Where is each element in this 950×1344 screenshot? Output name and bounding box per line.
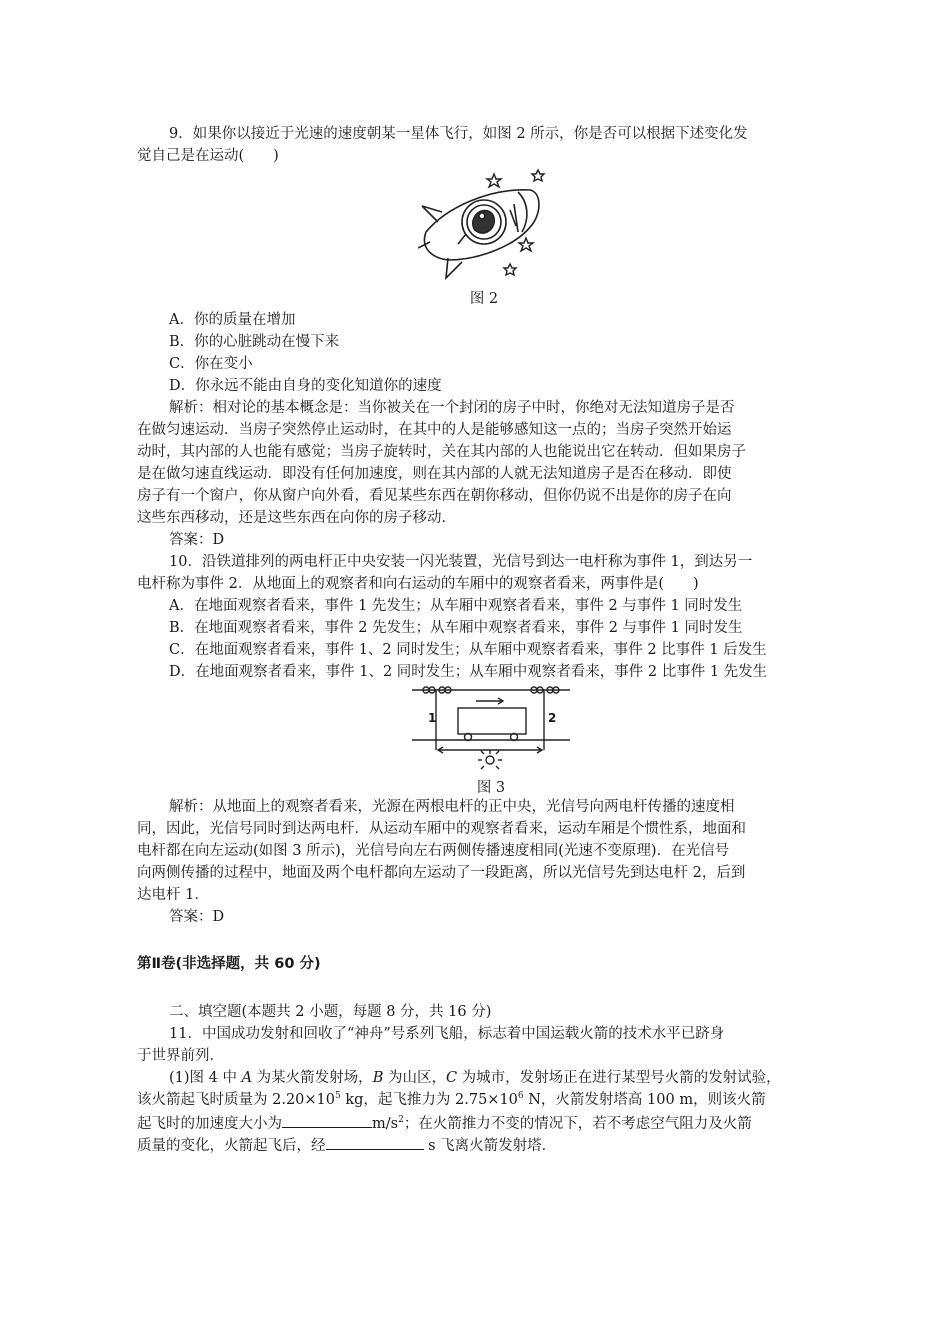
q9-answer: 答案：D <box>169 532 225 548</box>
q9-analysis-line-6: 这些东西移动，还是这些东西在向你的房子移动． <box>137 510 456 526</box>
q11-text: N，火箭发射塔高 100 m，则该火箭 <box>523 1092 766 1108</box>
exponent: 2 <box>398 1115 404 1126</box>
acceleration-answer-blank[interactable] <box>282 1111 372 1128</box>
var-a: A <box>241 1070 253 1086</box>
q11-text: 起飞时的加速度大小为 <box>137 1116 282 1132</box>
q10-stem-line-1: 10．沿铁道排列的两电杆正中央安装一闪光装置，光信号到达一电杆称为事件 1，到达另一 <box>169 554 753 570</box>
q9-option-d: D．你永远不能由自身的变化知道你的速度 <box>169 378 442 394</box>
q9-analysis-line-2: 在做匀速运动．当房子突然停止运动时，在其中的人是能够感知这一点的；当房子突然开始运 <box>137 422 732 438</box>
q11-part1-line-2 <box>137 1089 766 1111</box>
q10-option-b: B．在地面观察者看来，事件 2 先发生；从车厢中观察者看来，事件 2 与事件 1 同时发生 <box>169 620 743 636</box>
fig3-caption: 图 3 <box>476 780 506 796</box>
q11-text: kg，起飞推力为 2.75×10 <box>340 1092 518 1108</box>
q10-option-c: C．在地面观察者看来，事件 1、2 同时发生；从车厢中观察者看来，事件 2 比事件 1 后发生 <box>169 642 767 658</box>
unit: m/s <box>372 1116 399 1132</box>
fig2-caption: 图 2 <box>469 291 499 307</box>
q9-analysis-line-4: 是在做匀速直线运动．即没有任何加速度，则在其内部的人就无法知道房子是否在移动．即使 <box>137 466 732 482</box>
q11-text: 该火箭起飞时质量为 2.20×10 <box>137 1092 335 1108</box>
var-b: B <box>372 1070 384 1086</box>
exponent: 6 <box>517 1091 524 1102</box>
q11-stem-line-1: 11．中国成功发射和回收了“神舟”号系列飞船，标志着中国运载火箭的技术水平已跻身 <box>169 1026 725 1042</box>
section-2-heading: 二、填空题(本题共 2 小题，每题 8 分，共 16 分) <box>169 1004 492 1020</box>
section-2-title: 第Ⅱ卷(非选择题，共 60 分) <box>137 956 321 972</box>
var-c: C <box>445 1070 458 1086</box>
q9-option-a: A．你的质量在增加 <box>169 312 296 328</box>
q9-analysis-line-5: 房子有一个窗户，你从窗户向外看，看见某些东西在朝你移动，但你仍说不出是你的房子在向 <box>137 488 732 504</box>
exponent: 5 <box>335 1091 341 1102</box>
q9-analysis-line-1: 解析：相对论的基本概念是：当你被关在一个封闭的房子中时，你绝对无法知道房子是否 <box>169 400 735 416</box>
q9-stem-line-1: 9．如果你以接近于光速的速度朝某一星体飞行，如图 2 所示，你是否可以根据下述变化发 <box>169 126 748 142</box>
q11-text: ；在火箭推力不变的情况下，若不考虑空气阻力及火箭 <box>403 1116 752 1132</box>
q11-text: 为城市，发射场正在进行某型号火箭的发射试验， <box>457 1070 781 1086</box>
q11-part1-line-1 <box>169 1067 781 1089</box>
q10-analysis-line-4: 向两侧传播的过程中，地面及两个电杆都向左运动了一段距离，所以光信号先到达电杆 2，后到 <box>137 865 746 881</box>
q10-analysis-line-5: 达电杆 1． <box>137 887 209 903</box>
q10-answer: 答案：D <box>169 909 225 925</box>
q10-analysis-line-1: 解析：从地面上的观察者看来，光源在两根电杆的正中央，光信号向两电杆传播的速度相 <box>169 799 735 815</box>
rocket-figure <box>418 168 550 282</box>
train-figure <box>410 684 572 774</box>
q11-text: s 飞离火箭发射塔． <box>423 1138 557 1154</box>
q11-text: (1)图 4 中 <box>169 1070 242 1086</box>
q9-option-b: B．你的心脏跳动在慢下来 <box>169 334 340 350</box>
q11-part1-line-3 <box>137 1111 752 1135</box>
q10-analysis-line-3: 电杆都在向左运动(如图 3 所示)，光信号向左右两侧传播速度相同(光速不变原理)．在光信号 <box>137 843 730 859</box>
q10-option-d: D．在地面观察者看来，事件 1、2 同时发生；从车厢中观察者看来，事件 2 比事件 1 先发生 <box>169 664 768 680</box>
q10-analysis-line-2: 同，因此，光信号同时到达两电杆．从运动车厢中的观察者看来，运动车厢是个惯性系，地面和 <box>137 821 746 837</box>
pole-label-1: 1 <box>428 711 437 725</box>
time-answer-blank[interactable] <box>326 1133 424 1150</box>
q10-option-a: A．在地面观察者看来，事件 1 先发生；从车厢中观察者看来，事件 2 与事件 1 同时发生 <box>169 598 743 614</box>
q11-text: 为某火箭发射场， <box>252 1070 373 1086</box>
q9-analysis-line-3: 动时，其内部的人也能有感觉；当房子旋转时，关在其内部的人也能说出它在转动．但如果房子 <box>137 444 746 460</box>
q11-part1-line-4 <box>137 1133 556 1157</box>
q9-option-c: C．你在变小 <box>169 356 253 372</box>
q11-text: 质量的变化，火箭起飞后，经 <box>137 1138 326 1154</box>
q10-stem-line-2: 电杆称为事件 2．从地面上的观察者和向右运动的车厢中的观察者看来，两事件是( ) <box>137 576 699 592</box>
q9-stem-line-2: 觉自己是在运动( ) <box>137 148 279 164</box>
q11-stem-line-2: 于世界前列． <box>137 1048 224 1064</box>
pole-label-2: 2 <box>548 711 557 725</box>
q11-text: 为山区， <box>383 1070 446 1086</box>
